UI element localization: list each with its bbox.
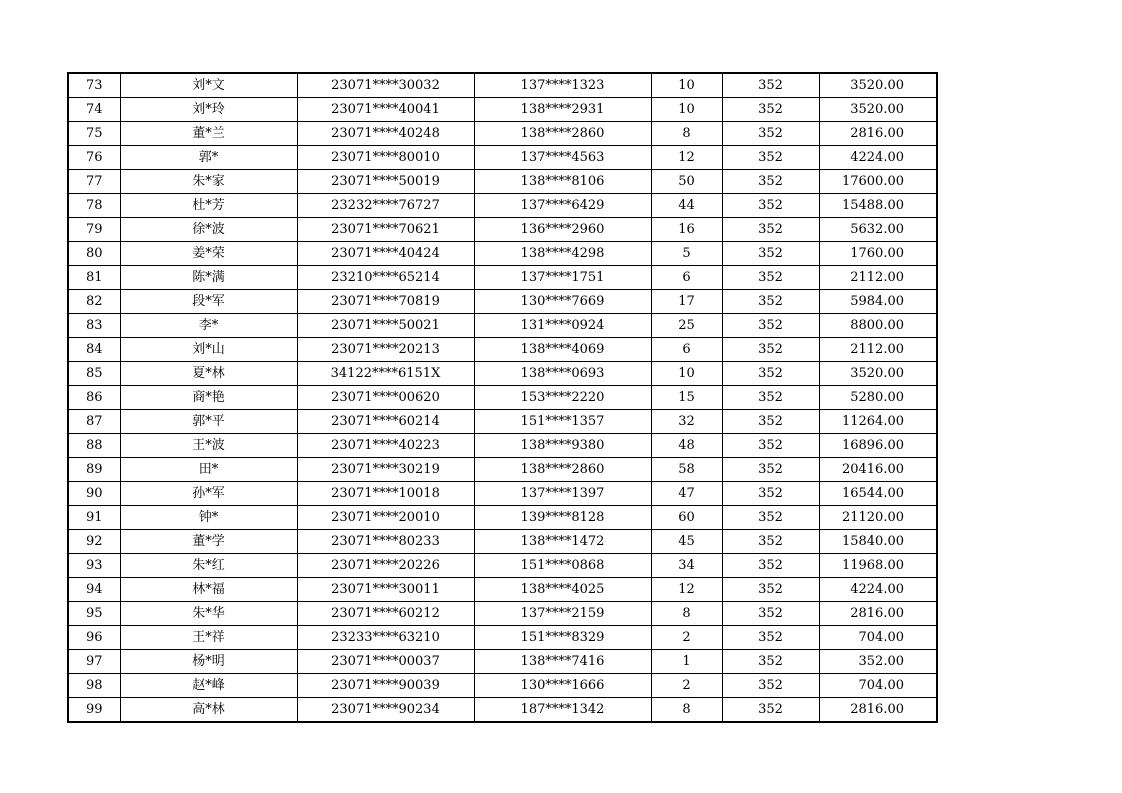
quantity-cell: 6: [651, 266, 722, 290]
quantity-cell: 25: [651, 314, 722, 338]
phone-cell: 139****8128: [474, 506, 651, 530]
quantity-cell: 2: [651, 626, 722, 650]
unit-price-cell: 352: [722, 242, 819, 266]
phone-cell: 137****1323: [474, 73, 651, 98]
amount-cell: 704.00: [819, 674, 937, 698]
id-number-cell: 23071****70819: [297, 290, 474, 314]
phone-cell: 138****2860: [474, 122, 651, 146]
table-row: [68, 506, 937, 530]
name-cell: 杨*明: [120, 650, 297, 674]
id-number-cell: 23071****90234: [297, 698, 474, 723]
id-number-cell: 23071****40424: [297, 242, 474, 266]
row-number-cell: 95: [68, 602, 120, 626]
row-number-cell: 92: [68, 530, 120, 554]
table-row: [68, 386, 937, 410]
name-cell: 董*学: [120, 530, 297, 554]
table-row: [68, 602, 937, 626]
unit-price-cell: 352: [722, 554, 819, 578]
row-number-cell: 86: [68, 386, 120, 410]
quantity-cell: 50: [651, 170, 722, 194]
quantity-cell: 2: [651, 674, 722, 698]
amount-cell: 3520.00: [819, 98, 937, 122]
name-cell: 杜*芳: [120, 194, 297, 218]
name-cell: 刘*文: [120, 73, 297, 98]
table-row: [68, 218, 937, 242]
name-cell: 商*艳: [120, 386, 297, 410]
amount-cell: 352.00: [819, 650, 937, 674]
id-number-cell: 23071****70621: [297, 218, 474, 242]
amount-cell: 2112.00: [819, 266, 937, 290]
phone-cell: 137****2159: [474, 602, 651, 626]
phone-cell: 137****1751: [474, 266, 651, 290]
id-number-cell: 23071****00620: [297, 386, 474, 410]
unit-price-cell: 352: [722, 650, 819, 674]
phone-cell: 151****8329: [474, 626, 651, 650]
amount-cell: 3520.00: [819, 73, 937, 98]
id-number-cell: 23071****50019: [297, 170, 474, 194]
quantity-cell: 12: [651, 578, 722, 602]
id-number-cell: 23071****40223: [297, 434, 474, 458]
phone-cell: 153****2220: [474, 386, 651, 410]
unit-price-cell: 352: [722, 698, 819, 723]
row-number-cell: 89: [68, 458, 120, 482]
phone-cell: 138****4025: [474, 578, 651, 602]
table-row: [68, 122, 937, 146]
unit-price-cell: 352: [722, 602, 819, 626]
phone-cell: 138****7416: [474, 650, 651, 674]
quantity-cell: 6: [651, 338, 722, 362]
amount-cell: 17600.00: [819, 170, 937, 194]
name-cell: 高*林: [120, 698, 297, 723]
quantity-cell: 32: [651, 410, 722, 434]
amount-cell: 2816.00: [819, 122, 937, 146]
unit-price-cell: 352: [722, 578, 819, 602]
unit-price-cell: 352: [722, 482, 819, 506]
amount-cell: 1760.00: [819, 242, 937, 266]
quantity-cell: 47: [651, 482, 722, 506]
phone-cell: 187****1342: [474, 698, 651, 723]
id-number-cell: 23071****20213: [297, 338, 474, 362]
id-number-cell: 23210****65214: [297, 266, 474, 290]
unit-price-cell: 352: [722, 626, 819, 650]
unit-price-cell: 352: [722, 434, 819, 458]
table-row: [68, 650, 937, 674]
id-number-cell: 23071****50021: [297, 314, 474, 338]
row-number-cell: 77: [68, 170, 120, 194]
name-cell: 徐*波: [120, 218, 297, 242]
table-row: [68, 578, 937, 602]
quantity-cell: 58: [651, 458, 722, 482]
name-cell: 李*: [120, 314, 297, 338]
quantity-cell: 12: [651, 146, 722, 170]
phone-cell: 136****2960: [474, 218, 651, 242]
amount-cell: 20416.00: [819, 458, 937, 482]
name-cell: 朱*红: [120, 554, 297, 578]
id-number-cell: 23071****30011: [297, 578, 474, 602]
name-cell: 王*波: [120, 434, 297, 458]
amount-cell: 11264.00: [819, 410, 937, 434]
row-number-cell: 96: [68, 626, 120, 650]
row-number-cell: 88: [68, 434, 120, 458]
amount-cell: 3520.00: [819, 362, 937, 386]
unit-price-cell: 352: [722, 73, 819, 98]
table-row: [68, 170, 937, 194]
amount-cell: 21120.00: [819, 506, 937, 530]
table-body: [68, 73, 937, 722]
phone-cell: 151****0868: [474, 554, 651, 578]
quantity-cell: 44: [651, 194, 722, 218]
name-cell: 朱*家: [120, 170, 297, 194]
unit-price-cell: 352: [722, 146, 819, 170]
unit-price-cell: 352: [722, 98, 819, 122]
subsidy-table: [67, 72, 938, 723]
phone-cell: 138****2931: [474, 98, 651, 122]
id-number-cell: 34122****6151X: [297, 362, 474, 386]
name-cell: 孙*军: [120, 482, 297, 506]
table-row: [68, 410, 937, 434]
table-row: [68, 73, 937, 98]
id-number-cell: 23071****20226: [297, 554, 474, 578]
unit-price-cell: 352: [722, 386, 819, 410]
amount-cell: 5280.00: [819, 386, 937, 410]
unit-price-cell: 352: [722, 530, 819, 554]
row-number-cell: 74: [68, 98, 120, 122]
id-number-cell: 23071****20010: [297, 506, 474, 530]
unit-price-cell: 352: [722, 194, 819, 218]
amount-cell: 2816.00: [819, 698, 937, 723]
id-number-cell: 23071****90039: [297, 674, 474, 698]
id-number-cell: 23071****60212: [297, 602, 474, 626]
phone-cell: 138****0693: [474, 362, 651, 386]
row-number-cell: 81: [68, 266, 120, 290]
table-row: [68, 338, 937, 362]
quantity-cell: 45: [651, 530, 722, 554]
name-cell: 王*祥: [120, 626, 297, 650]
unit-price-cell: 352: [722, 674, 819, 698]
id-number-cell: 23071****80233: [297, 530, 474, 554]
id-number-cell: 23071****30219: [297, 458, 474, 482]
row-number-cell: 73: [68, 73, 120, 98]
table-row: [68, 674, 937, 698]
table-row: [68, 98, 937, 122]
row-number-cell: 94: [68, 578, 120, 602]
row-number-cell: 90: [68, 482, 120, 506]
row-number-cell: 76: [68, 146, 120, 170]
row-number-cell: 79: [68, 218, 120, 242]
name-cell: 刘*山: [120, 338, 297, 362]
table-row: [68, 554, 937, 578]
id-number-cell: 23071****40041: [297, 98, 474, 122]
amount-cell: 5984.00: [819, 290, 937, 314]
id-number-cell: 23071****00037: [297, 650, 474, 674]
amount-cell: 4224.00: [819, 578, 937, 602]
phone-cell: 138****8106: [474, 170, 651, 194]
phone-cell: 138****1472: [474, 530, 651, 554]
name-cell: 姜*荣: [120, 242, 297, 266]
id-number-cell: 23071****40248: [297, 122, 474, 146]
name-cell: 林*福: [120, 578, 297, 602]
name-cell: 陈*满: [120, 266, 297, 290]
row-number-cell: 93: [68, 554, 120, 578]
table-row: [68, 194, 937, 218]
table-row: [68, 266, 937, 290]
amount-cell: 2816.00: [819, 602, 937, 626]
id-number-cell: 23233****63210: [297, 626, 474, 650]
unit-price-cell: 352: [722, 410, 819, 434]
phone-cell: 130****7669: [474, 290, 651, 314]
amount-cell: 2112.00: [819, 338, 937, 362]
quantity-cell: 8: [651, 602, 722, 626]
table-row: [68, 530, 937, 554]
row-number-cell: 87: [68, 410, 120, 434]
row-number-cell: 98: [68, 674, 120, 698]
amount-cell: 16896.00: [819, 434, 937, 458]
quantity-cell: 16: [651, 218, 722, 242]
phone-cell: 137****6429: [474, 194, 651, 218]
unit-price-cell: 352: [722, 362, 819, 386]
name-cell: 朱*华: [120, 602, 297, 626]
unit-price-cell: 352: [722, 506, 819, 530]
table-row: [68, 458, 937, 482]
phone-cell: 138****2860: [474, 458, 651, 482]
quantity-cell: 48: [651, 434, 722, 458]
id-number-cell: 23232****76727: [297, 194, 474, 218]
table-row: [68, 482, 937, 506]
unit-price-cell: 352: [722, 218, 819, 242]
quantity-cell: 1: [651, 650, 722, 674]
amount-cell: 8800.00: [819, 314, 937, 338]
quantity-cell: 15: [651, 386, 722, 410]
row-number-cell: 84: [68, 338, 120, 362]
name-cell: 钟*: [120, 506, 297, 530]
row-number-cell: 85: [68, 362, 120, 386]
id-number-cell: 23071****60214: [297, 410, 474, 434]
quantity-cell: 17: [651, 290, 722, 314]
phone-cell: 138****4069: [474, 338, 651, 362]
quantity-cell: 34: [651, 554, 722, 578]
unit-price-cell: 352: [722, 338, 819, 362]
unit-price-cell: 352: [722, 314, 819, 338]
amount-cell: 4224.00: [819, 146, 937, 170]
row-number-cell: 99: [68, 698, 120, 723]
amount-cell: 11968.00: [819, 554, 937, 578]
quantity-cell: 5: [651, 242, 722, 266]
name-cell: 赵*峰: [120, 674, 297, 698]
unit-price-cell: 352: [722, 266, 819, 290]
amount-cell: 15840.00: [819, 530, 937, 554]
table-row: [68, 434, 937, 458]
row-number-cell: 82: [68, 290, 120, 314]
row-number-cell: 75: [68, 122, 120, 146]
name-cell: 郭*: [120, 146, 297, 170]
name-cell: 段*军: [120, 290, 297, 314]
amount-cell: 15488.00: [819, 194, 937, 218]
name-cell: 刘*玲: [120, 98, 297, 122]
table-row: [68, 698, 937, 723]
name-cell: 田*: [120, 458, 297, 482]
phone-cell: 130****1666: [474, 674, 651, 698]
quantity-cell: 8: [651, 698, 722, 723]
unit-price-cell: 352: [722, 458, 819, 482]
quantity-cell: 8: [651, 122, 722, 146]
phone-cell: 131****0924: [474, 314, 651, 338]
row-number-cell: 80: [68, 242, 120, 266]
table-row: [68, 626, 937, 650]
table-row: [68, 242, 937, 266]
unit-price-cell: 352: [722, 122, 819, 146]
phone-cell: 138****4298: [474, 242, 651, 266]
amount-cell: 704.00: [819, 626, 937, 650]
name-cell: 董*兰: [120, 122, 297, 146]
quantity-cell: 60: [651, 506, 722, 530]
table-row: [68, 314, 937, 338]
row-number-cell: 83: [68, 314, 120, 338]
phone-cell: 151****1357: [474, 410, 651, 434]
unit-price-cell: 352: [722, 170, 819, 194]
id-number-cell: 23071****10018: [297, 482, 474, 506]
name-cell: 夏*林: [120, 362, 297, 386]
amount-cell: 5632.00: [819, 218, 937, 242]
table-row: [68, 146, 937, 170]
id-number-cell: 23071****80010: [297, 146, 474, 170]
phone-cell: 138****9380: [474, 434, 651, 458]
quantity-cell: 10: [651, 98, 722, 122]
row-number-cell: 91: [68, 506, 120, 530]
phone-cell: 137****1397: [474, 482, 651, 506]
unit-price-cell: 352: [722, 290, 819, 314]
phone-cell: 137****4563: [474, 146, 651, 170]
quantity-cell: 10: [651, 362, 722, 386]
row-number-cell: 78: [68, 194, 120, 218]
quantity-cell: 10: [651, 73, 722, 98]
table-row: [68, 362, 937, 386]
amount-cell: 16544.00: [819, 482, 937, 506]
name-cell: 郭*平: [120, 410, 297, 434]
table-row: [68, 290, 937, 314]
id-number-cell: 23071****30032: [297, 73, 474, 98]
row-number-cell: 97: [68, 650, 120, 674]
